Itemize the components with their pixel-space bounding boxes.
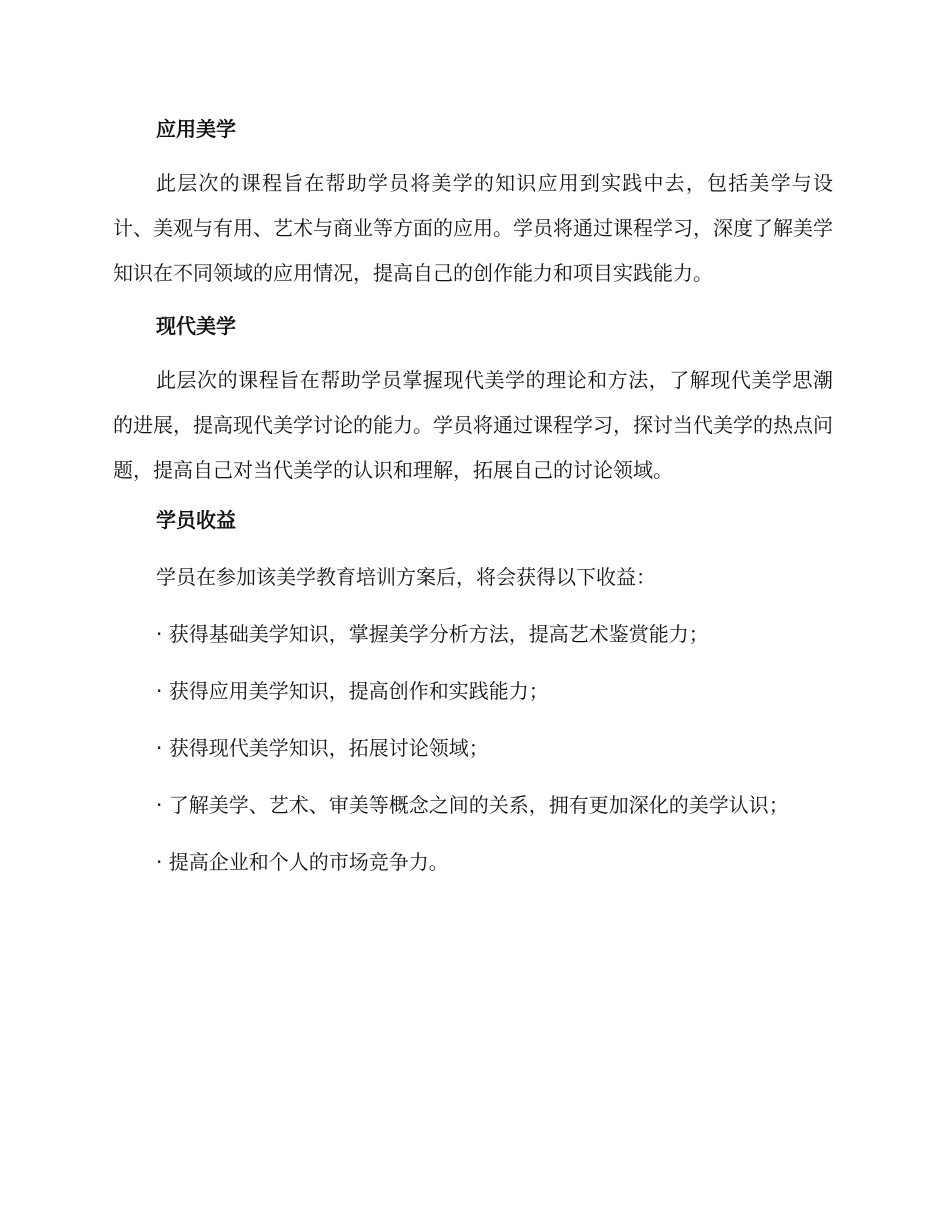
- list-item: · 了解美学、艺术、审美等概念之间的关系，拥有更加深化的美学认识；: [156, 793, 789, 817]
- benefits-list: [113, 612, 833, 885]
- section-heading-student-benefits: 学员收益: [156, 508, 236, 532]
- section-body-modern-aesthetics: 此层次的课程旨在帮助学员掌握现代美学的理论和方法，了解现代美学思潮的进展，提高现代美学讨论的能力。学员将通过课程学习，探讨当代美学的热点问题，提高自己对当代美学的认识和理解，拓展自己的讨论领域。: [113, 368, 833, 482]
- list-item: · 获得现代美学知识，拓展讨论领域；: [156, 736, 489, 760]
- section-body-student-benefits: 学员在参加该美学教育培训方案后，将会获得以下收益：: [156, 565, 656, 589]
- section-heading-applied-aesthetics: 应用美学: [156, 117, 236, 141]
- section-body-applied-aesthetics: 此层次的课程旨在帮助学员将美学的知识应用到实践中去，包括美学与设计、美观与有用、艺术与商业等方面的应用。学员将通过课程学习，深度了解美学知识在不同领域的应用情况，提高自己的创作能力和项目实践能力。: [113, 171, 833, 285]
- section-heading-modern-aesthetics: 现代美学: [156, 314, 236, 338]
- document-content: [113, 112, 833, 885]
- list-item: · 获得基础美学知识，掌握美学分析方法，提高艺术鉴赏能力；: [156, 622, 709, 646]
- list-item: · 提高企业和个人的市场竞争力。: [156, 850, 449, 874]
- list-item: · 获得应用美学知识，提高创作和实践能力；: [156, 679, 549, 703]
